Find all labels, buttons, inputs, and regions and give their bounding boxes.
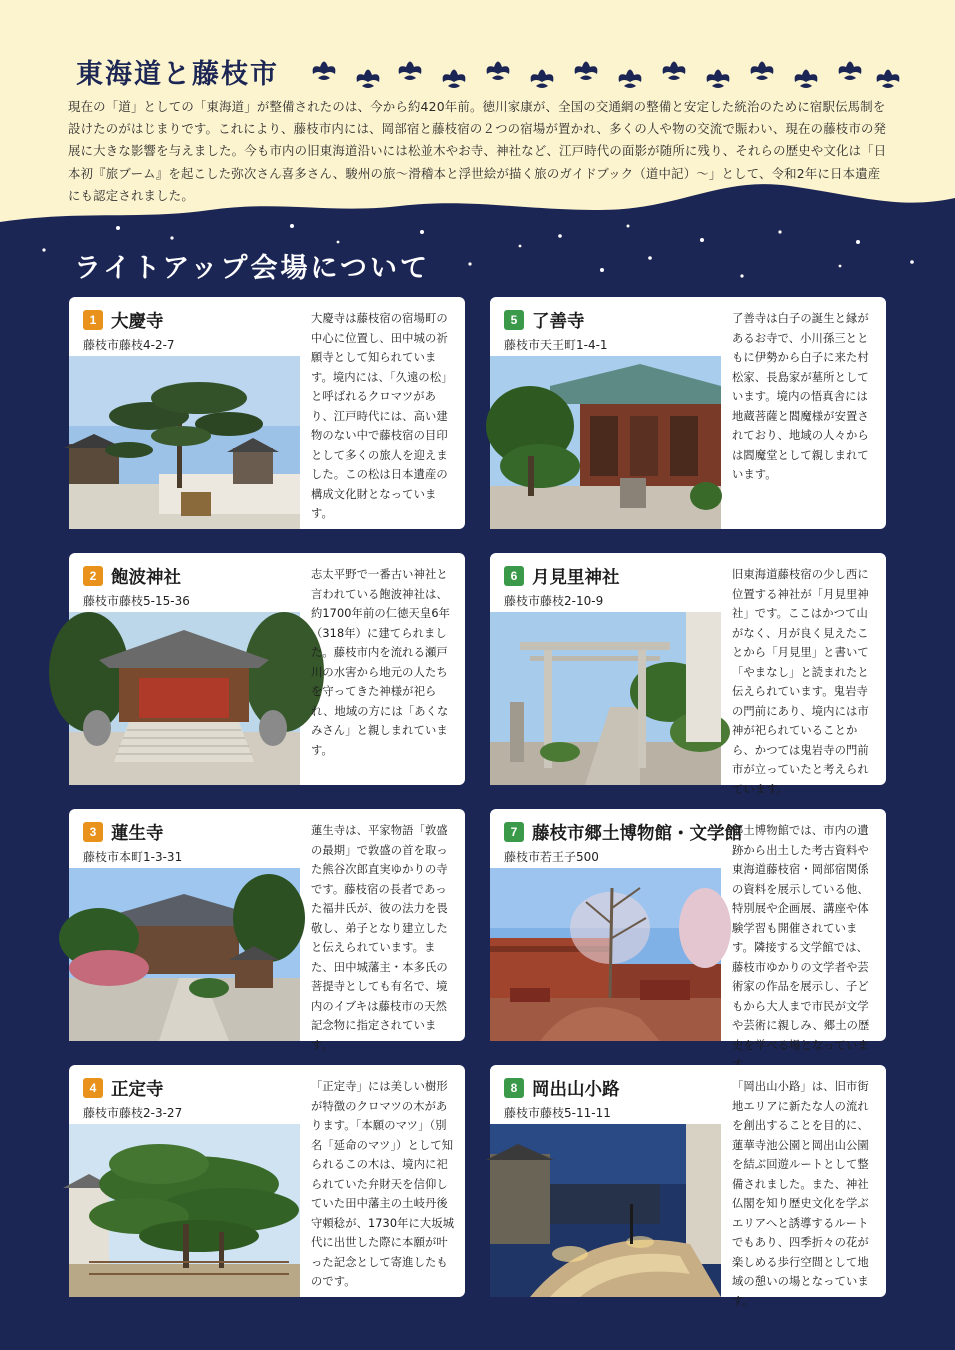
venue-description: 「岡出山小路」は、旧市街地エリアに新たな人の流れを創出することを目的に、蓮華寺池公園と岡出山公園を結ぶ回遊ルートとして整備されました。また、神社仏閣を知り歴史文化を学ぶエリアへと誘導するルートでもあり、四季折々の花が楽しめる歩行空間として地域の憩いの場となっています。 [732, 1080, 869, 1308]
venue-description: 志太平野で一番古い神社と言われている飽波神社は、約1700年前の仁徳天皇6年（318年）に建てられました。藤枝市内を流れる瀬戸川の水害から地元の人たちを守ってきた神様が祀られ、地域の方には「あくなみさん」と親しまれています。 [311, 568, 451, 757]
temple-photo [69, 868, 300, 1041]
intro-section [0, 0, 955, 260]
night-path-photo [490, 1124, 721, 1297]
venue-card [69, 1065, 465, 1297]
venue-card [69, 297, 465, 529]
venue-name: 大慶寺 [111, 312, 164, 332]
venue-number-badge: 4 [83, 1078, 103, 1098]
venue-number-badge: 1 [83, 310, 103, 330]
pine-pattern-decoration [310, 50, 900, 84]
venue-description: 蓮生寺は、平家物語「敦盛の最期」で敦盛の首を取った熊谷次郎直実ゆかりの寺です。藤枝宿の長者であった福井氏が、彼の法力を畏敬し、弟子となり建立したと伝えられています。また、田中城藩主・本多氏の菩提寺としても有名で、境内のイブキは藤枝市の天然記念物に指定されています。 [311, 824, 448, 1052]
venue-address: 藤枝市天王町1-4-1 [504, 338, 608, 352]
venue-address: 藤枝市藤枝4-2-7 [83, 338, 175, 352]
venue-description: 了善寺は白子の誕生と縁があるお寺で、小川孫三とともに伊勢から白子に来た村松家、長島家が墓所としています。境内の悟真舎には地蔵菩薩と閻魔様が安置されており、地域の人々からは閻魔堂として親しまれています。 [732, 312, 869, 481]
venue-description: 旧東海道藤枝宿の少し西に位置する神社が「月見里神社」です。ここはかつて山がなく、月が良く見えたことから「月見里」と書いて「やまなし」と読まれたと伝えられています。鬼岩寺の門前にあり、境内には市神が祀られていることから、かつては鬼岩寺の門前市が立っていたと考えられています。 [732, 568, 869, 796]
venue-name: 蓮生寺 [111, 824, 164, 844]
venue-card [69, 553, 465, 785]
venue-description: 「正定寺」には美しい樹形が特徴のクロマツの木があります。「本願のマツ」（別名「延命のマツ」）として知られるこの木は、境内に祀られていた弁財天を信仰していた田中藩主の土岐丹後守頼稔が、1730年に大坂城代に出世した際に本願が叶った記念として寄進したものです。 [311, 1080, 455, 1288]
venue-name: 岡出山小路 [532, 1080, 620, 1100]
temple-pine-photo [69, 356, 300, 529]
torii-photo [490, 612, 721, 785]
venue-card [490, 1065, 886, 1308]
pine-tree-photo [69, 1124, 300, 1297]
venue-number-badge: 7 [504, 822, 524, 842]
venue-name: 了善寺 [532, 312, 585, 332]
venue-name: 月見里神社 [532, 568, 620, 588]
venue-address: 藤枝市本町1-3-31 [83, 850, 183, 864]
venue-number-badge: 2 [83, 566, 103, 586]
venue-name: 正定寺 [111, 1080, 164, 1100]
venue-card [69, 809, 465, 1052]
venue-number-badge: 8 [504, 1078, 524, 1098]
section-title: 東海道と藤枝市 [76, 59, 279, 90]
venue-address: 藤枝市若王子500 [504, 850, 599, 864]
intro-text: 現在の「道」としての「東海道」が整備されたのは、今から約420年前。徳川家康が、全国の交通網の整備と安定した統治のために宿駅伝馬制を設けたのがはじまりです。これにより、藤枝市内には、岡部宿と藤枝宿の２つの宿場が置かれ、多くの人や物の交流で賑わい、現在の藤枝市の発展に大きな影響を与えました。今も市内の旧東海道沿いには松並木やお寺、神社など、江戸時代の面影が随所に残り、それらの歴史や文化は「日本初『旅ブーム』を起こした弥次さん喜多さん、駿州の旅〜滑稽本と浮世絵が描く旅のガイドブック（道中記）〜」として、令和2年に日本遺産にも認定されました。 [68, 99, 887, 203]
venue-name: 飽波神社 [111, 568, 181, 588]
venue-name: 藤枝市郷土博物館・文学館 [532, 824, 742, 844]
temple-gate-photo [490, 356, 721, 529]
venue-address: 藤枝市藤枝5-15-36 [83, 594, 190, 608]
venue-number-badge: 6 [504, 566, 524, 586]
venue-card [490, 553, 886, 796]
venue-number-badge: 5 [504, 310, 524, 330]
venue-card [490, 809, 886, 1052]
venue-address: 藤枝市藤枝5-11-11 [504, 1106, 611, 1120]
shrine-photo [69, 612, 300, 785]
museum-photo [490, 868, 721, 1041]
venues-title: ライトアップ会場について [74, 253, 430, 284]
venue-address: 藤枝市藤枝2-3-27 [83, 1106, 183, 1120]
venue-address: 藤枝市藤枝2-10-9 [504, 594, 604, 608]
venue-description: 郷土博物館では、市内の遺跡から出土した考古資料や東海道藤枝宿・岡部宿関係の資料を展示している他、特別展や企画展、講座や体験学習も開催されています。隣接する文学館では、藤枝市ゆかりの文学者や芸術家の作品を展示し、子どもから大人まで市民が文学や芸術に親しみ、郷土の歴史を学べる場となっていま [732, 824, 870, 1052]
venue-number-badge: 3 [83, 822, 103, 842]
venue-description: 大慶寺は藤枝宿の宿場町の中心に位置し、田中城の祈願寺として知られています。境内には、「久遠の松」と呼ばれるクロマツがあり、江戸時代には、高い建物のない中で藤枝宿の目印として多くの旅人を迎えました。この松は日本遺産の構成文化財となっています。 [311, 312, 453, 520]
venue-card [490, 297, 886, 529]
